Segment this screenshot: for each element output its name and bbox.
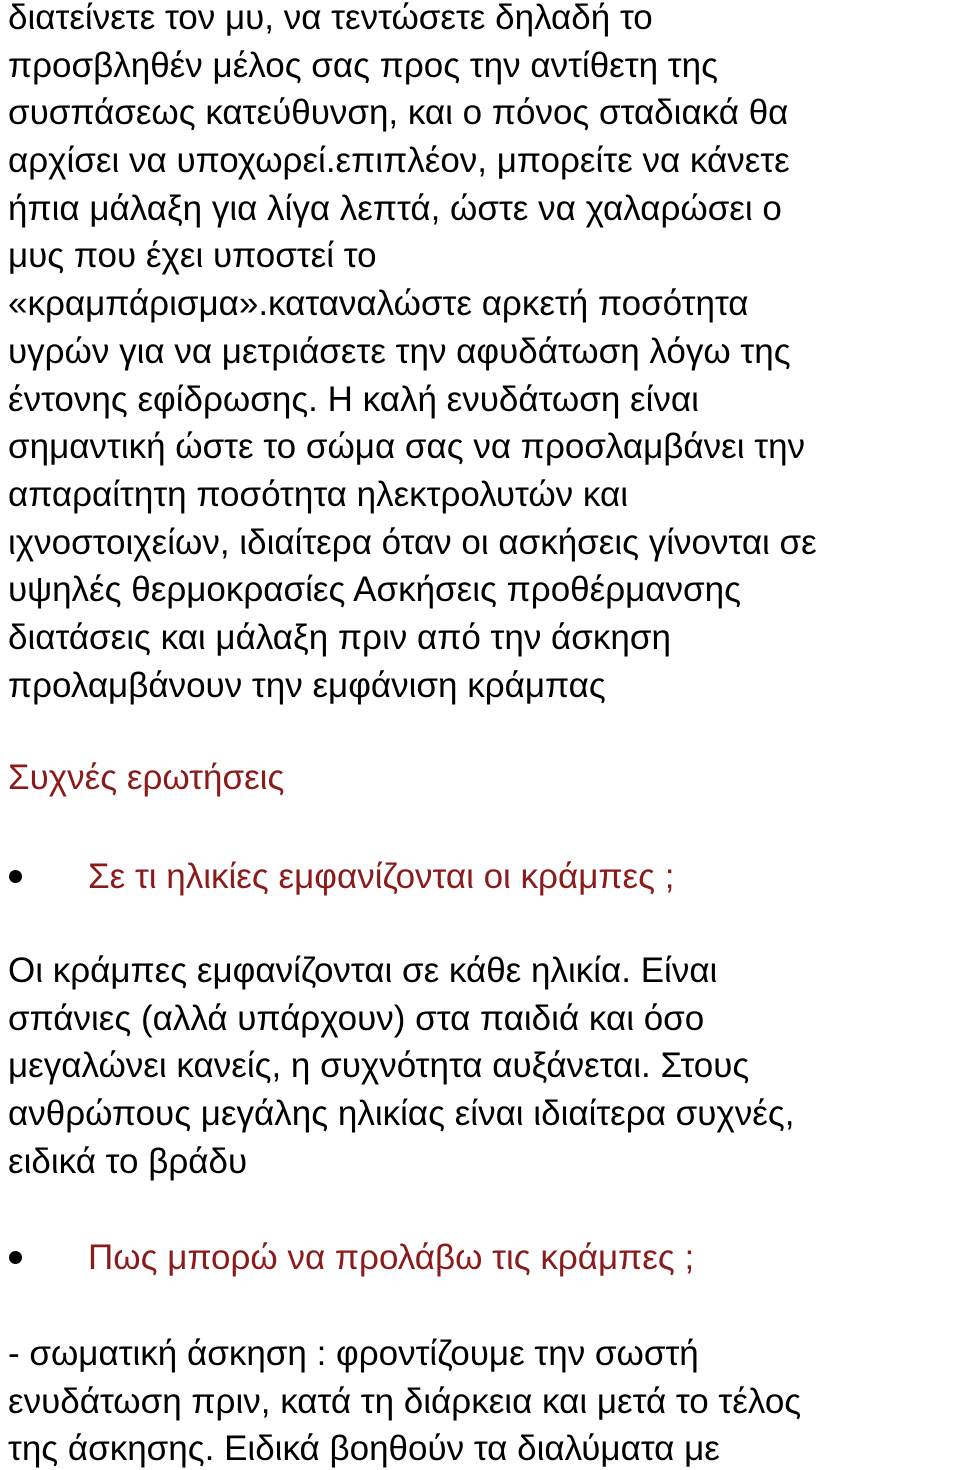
text-line: της άσκησης. Ειδικά βοηθούν τα διαλύματα με <box>8 1429 720 1469</box>
text-line: απαραίτητη ποσότητα ηλεκτρολυτών και <box>8 474 628 514</box>
text-line: αρχίσει να υποχωρεί.επιπλέον, μπορείτε να κάνετε <box>8 141 790 181</box>
text-line: σημαντική ώστε το σώμα σας να προσλαμβάνει την <box>8 427 806 467</box>
faq-heading: Συχνές ερωτήσεις <box>8 758 285 797</box>
faq-question-ages <box>0 853 960 901</box>
text-line: έντονης εφίδρωσης. Η καλή ενυδάτωση είναι <box>8 379 699 419</box>
text-line: ειδικά το βράδυ <box>8 1141 248 1181</box>
text-line: προσβληθέν μέλος σας προς την αντίθετη της <box>8 45 718 85</box>
text-line: υψηλές θερμοκρασίες Ασκήσεις προθέρμανσης <box>8 570 741 610</box>
text-line: μυς που έχει υποστεί το <box>8 236 377 276</box>
text-line: σπάνιες (αλλά υπάρχουν) στα παιδιά και όσο <box>8 998 705 1038</box>
text-line: ιχνοστοιχείων, ιδιαίτερα όταν οι ασκήσεις γίνονται σε <box>8 522 817 562</box>
text-line: ενυδάτωση πριν, κατά τη διάρκεια και μετά το τέλος <box>8 1381 802 1421</box>
answer-prevention <box>8 1330 801 1470</box>
text-line: Οι κράμπες εμφανίζονται σε κάθε ηλικία. Είναι <box>8 951 718 990</box>
text-line: συσπάσεως κατεύθυνση, και ο πόνος σταδιακά θα <box>8 93 789 133</box>
text-line: μεγαλώνει κανείς, η συχνότητα αυξάνεται. Στους <box>8 1046 750 1086</box>
bullet-icon <box>9 1251 22 1264</box>
text-line: υγρών για να μετριάσετε την αφυδάτωση λόγω της <box>8 331 791 371</box>
text-line: - σωματική άσκηση : φροντίζουμε την σωστή <box>8 1334 699 1373</box>
faq-question-prevention <box>0 1234 960 1282</box>
question-text: Σε τι ηλικίες εμφανίζονται οι κράμπες ; <box>88 857 675 896</box>
text-line: «κραμπάρισμα».καταναλώστε αρκετή ποσότητα <box>8 284 749 324</box>
answer-ages <box>8 947 794 1185</box>
text-line: ανθρώπους μεγάλης ηλικίας είναι ιδιαίτερα συχνές, <box>8 1094 795 1134</box>
question-text: Πως μπορώ να προλάβω τις κράμπες ; <box>88 1238 695 1277</box>
bullet-icon <box>9 870 22 883</box>
text-line: διατάσεις και μάλαξη πριν από την άσκηση <box>8 617 671 657</box>
text-line: ήπια μάλαξη για λίγα λεπτά, ώστε να χαλαρώσει ο <box>8 188 782 228</box>
text-line: διατείνετε τον μυ, να τεντώσετε δηλαδή το <box>8 0 653 37</box>
text-line: προλαμβάνουν την εμφάνιση κράμπας <box>8 665 606 705</box>
paragraph-cramp-relief <box>8 0 817 709</box>
